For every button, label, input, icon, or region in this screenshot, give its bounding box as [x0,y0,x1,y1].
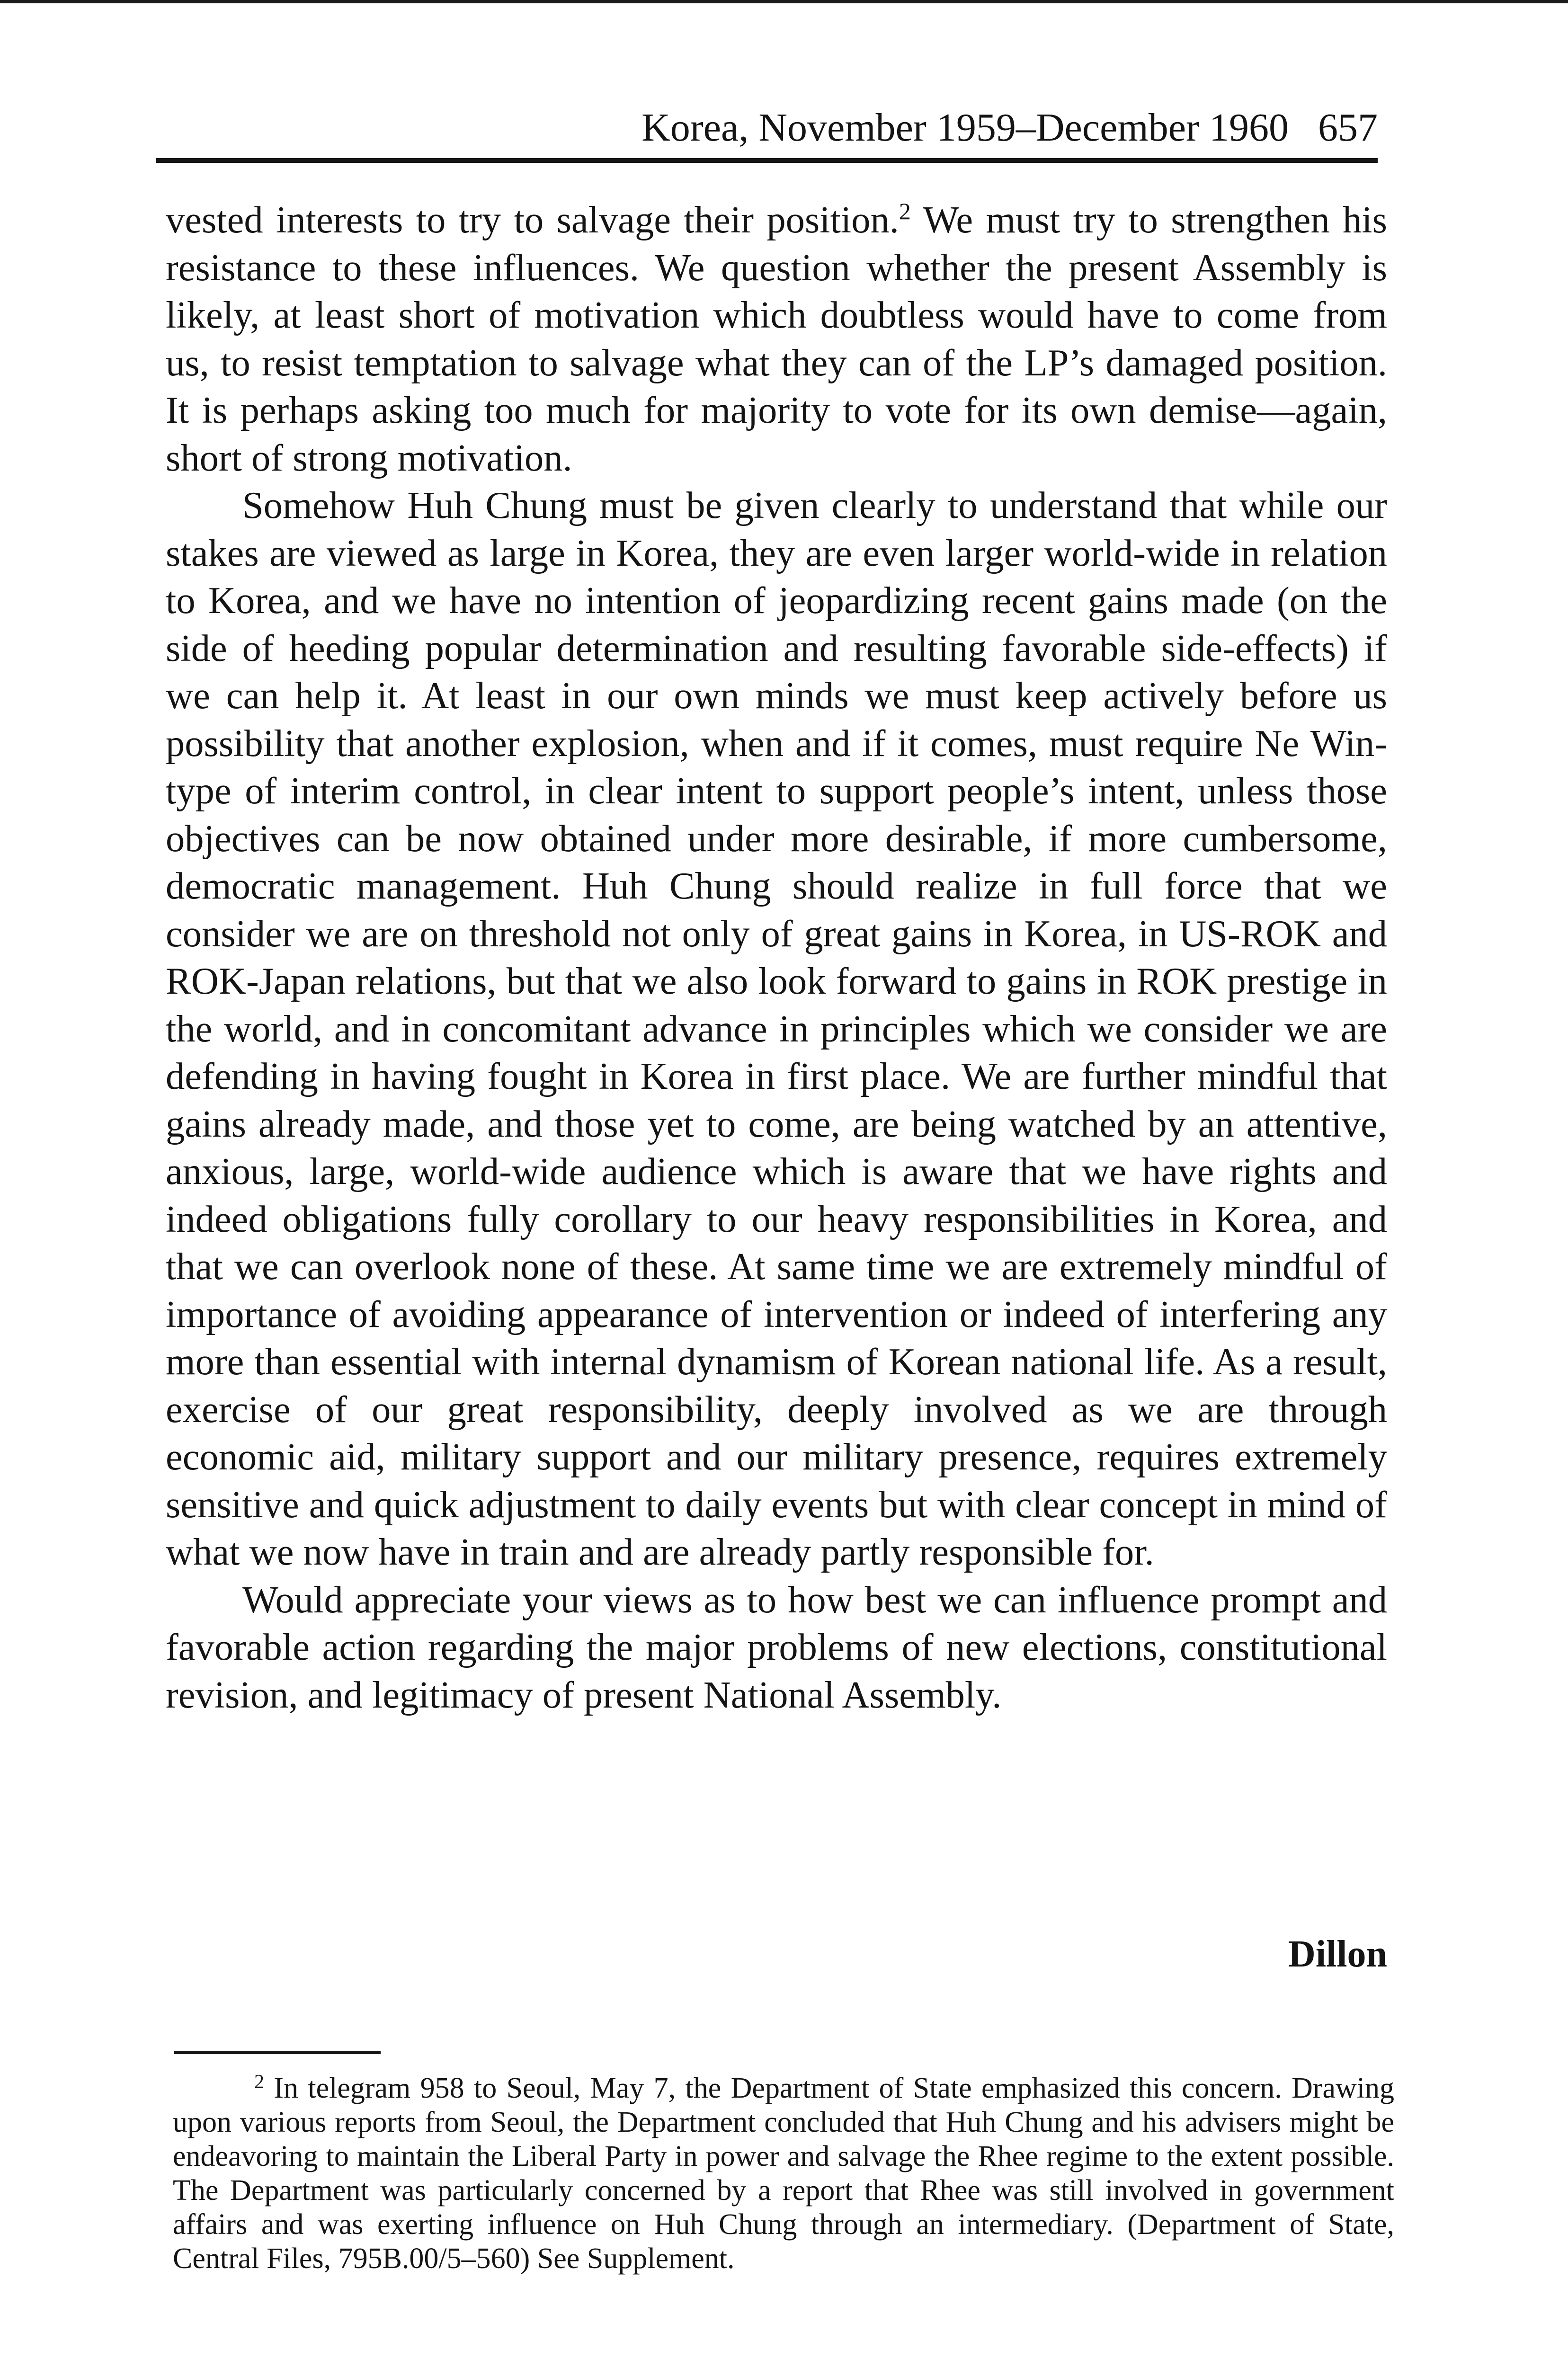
footnote-reference: 2 [899,198,911,224]
paragraph-1-text-end: We must try to strengthen his resistance to these influences. We question whether the present Assembly is likely, at least short of motivation which doubtless would have to come from us, to resist temptation to salvage what they can of the LP’s damaged position. It is perhaps asking too much for majority to vote for its own demise—again, short of strong motivation. [166,199,1387,479]
document-body [166,196,1387,1719]
body-paragraph-3: Would appreciate your views as to how best we can influence prompt and favorable action regarding the major problems of new elections, constitutional revision, and legitimacy of present National Assembly. [166,1578,1387,1716]
paragraph-1-text-start: vested interests to try to salvage their position. [166,199,899,241]
page-header [156,103,1378,163]
page-top-edge [0,0,1568,3]
footnote-2 [173,2071,1394,2276]
body-paragraph-2: Somehow Huh Chung must be given clearly to understand that while our stakes are viewed as large in Korea, they are even larger world-wide in relation to Korea, and we have no intention of jeopardizing recent gains made (on the side of heeding popular determination and resulting favorable side-effects) if we can help it. At least in our own minds we must keep actively before us possibility that another explosion, when and if it comes, must require Ne Win-type of interim control, in clear intent to support people’s intent, unless those objectives can be now obtained under more desirable, if more cumbersome, democratic management. Huh Chung should realize in full force that we consider we are on threshold not only of great gains in Korea, in US-ROK and ROK-Japan relations, but that we also look forward to gains in ROK prestige in the world, and in concomitant advance in principles which we consider we are defending in having fought in Korea in first place. We are further mindful that gains already made, and those yet to come, are being watched by an attentive, anxious, large, world-wide audience which is aware that we have rights and indeed obligations fully corollary to our heavy responsibilities in Korea, and that we can overlook none of these. At same time we are extremely mindful of importance of avoiding appearance of intervention or indeed of interfering any more than essential with internal dynamism of Korean national life. As a result, exercise of our great responsibility, deeply involved as we are through economic aid, military support and our military presence, requires extremely sensitive and quick adjustment to daily events but with clear concept in mind of what we now have in train and are already partly responsible for. [166,484,1387,1573]
page-number: 657 [1318,106,1378,150]
running-head [641,108,1378,148]
signature: Dillon [1288,1933,1387,1975]
footnote-separator [174,2051,381,2054]
running-title: Korea, November 1959–December 1960 [641,106,1289,150]
footnote-marker: 2 [254,2071,264,2093]
body-paragraph-1 [166,196,1387,482]
footnote-text: In telegram 958 to Seoul, May 7, the Department of State emphasized this concern. Drawing upon various reports from Seoul, the Department concluded that Huh Chung and his advisers might be endeavoring to maintain the Liberal Party in power and salvage the Rhee regime to the extent possible. The Department was particularly concerned by a report that Rhee was still involved in government affairs and was exerting influence on Huh Chung through an intermediary. (Department of State, Central Files, 795B.00/5–560) See Supplement. [173,2072,1394,2275]
